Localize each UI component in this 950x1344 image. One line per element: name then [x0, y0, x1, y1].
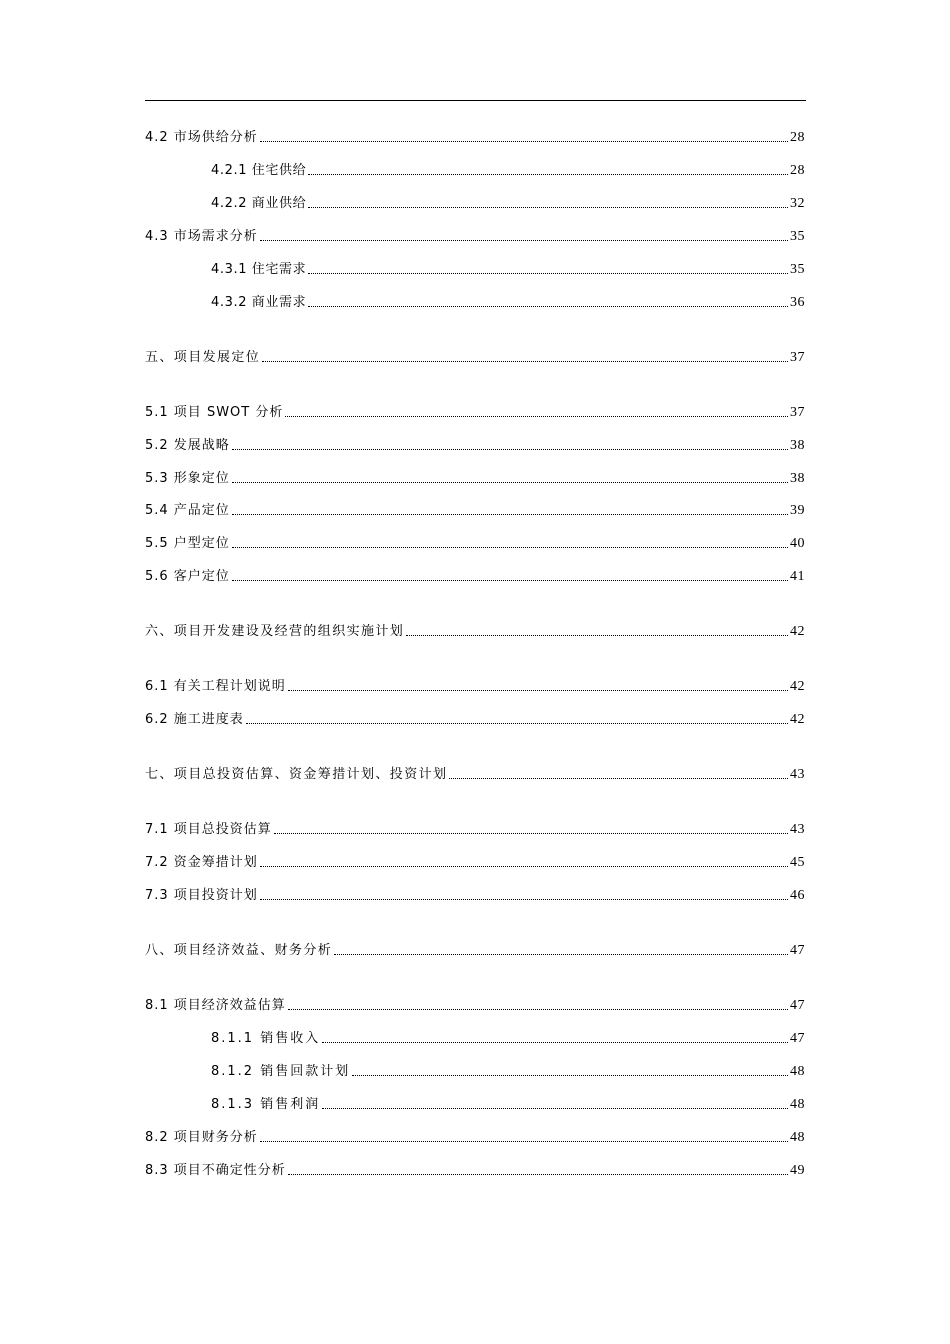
toc-entry-title: 8.3 项目不确定性分析	[145, 1163, 286, 1178]
toc-entry-title: 七、项目总投资估算、资金筹措计划、投资计划	[145, 767, 448, 782]
toc-entry-title: 8.1.2 销售回款计划	[211, 1064, 351, 1079]
toc-dot-leader	[246, 723, 788, 724]
toc-dot-leader	[260, 141, 788, 142]
toc-page-number: 49	[790, 1163, 805, 1178]
toc-entry-title: 4.3 市场需求分析	[145, 229, 258, 244]
toc-dot-leader	[260, 1141, 788, 1142]
toc-entry-title: 7.2 资金筹措计划	[145, 855, 258, 870]
toc-entry-title: 4.2 市场供给分析	[145, 130, 258, 145]
toc-page-number: 38	[790, 471, 805, 486]
toc-entry-8-1-1[interactable]	[211, 1027, 805, 1047]
toc-page-number: 32	[790, 196, 805, 211]
toc-dot-leader	[260, 240, 788, 241]
toc-dot-leader	[260, 899, 788, 900]
toc-dot-leader	[232, 547, 788, 548]
toc-entry-title: 五、项目发展定位	[145, 350, 261, 365]
toc-entry-chapter-7[interactable]	[145, 763, 805, 783]
toc-entry-8-1[interactable]	[145, 994, 805, 1014]
toc-dot-leader	[308, 306, 788, 307]
toc-entry-5-5[interactable]	[145, 532, 805, 552]
toc-page-number: 45	[790, 855, 805, 870]
toc-entry-4-3-1[interactable]	[211, 258, 805, 278]
toc-entry-chapter-6[interactable]	[145, 620, 805, 640]
toc-page-number: 48	[790, 1130, 805, 1145]
toc-dot-leader	[322, 1108, 788, 1109]
toc-dot-leader	[334, 954, 788, 955]
toc-entry-5-4[interactable]	[145, 499, 805, 519]
toc-entry-title: 6.2 施工进度表	[145, 712, 244, 727]
toc-dot-leader	[288, 1174, 788, 1175]
toc-entry-title: 8.1.3 销售利润	[211, 1097, 321, 1112]
toc-entry-title: 8.1.1 销售收入	[211, 1031, 321, 1046]
toc-dot-leader	[262, 361, 788, 362]
toc-entry-6-1[interactable]	[145, 675, 805, 695]
toc-page-number: 35	[790, 262, 805, 277]
toc-entry-8-3[interactable]	[145, 1159, 805, 1179]
toc-page-number: 39	[790, 503, 805, 518]
toc-page-number: 35	[790, 229, 805, 244]
toc-entry-title: 5.2 发展战略	[145, 438, 230, 453]
toc-page-number: 36	[790, 295, 805, 310]
toc-entry-title: 8.2 项目财务分析	[145, 1130, 258, 1145]
toc-page-number: 48	[790, 1097, 805, 1112]
toc-page-number: 47	[790, 943, 805, 958]
toc-page-number: 42	[790, 679, 805, 694]
toc-entry-7-2[interactable]	[145, 851, 805, 871]
toc-dot-leader	[274, 833, 788, 834]
toc-entry-7-1[interactable]	[145, 818, 805, 838]
toc-dot-leader	[308, 207, 788, 208]
toc-entry-title: 4.3.1 住宅需求	[211, 262, 307, 277]
toc-dot-leader	[232, 514, 788, 515]
toc-entry-title: 5.6 客户定位	[145, 569, 230, 584]
toc-entry-title: 4.2.1 住宅供给	[211, 163, 307, 178]
toc-page-number: 43	[790, 822, 805, 837]
toc-entry-title: 5.4 产品定位	[145, 503, 230, 518]
toc-dot-leader	[232, 580, 788, 581]
toc-page-number: 46	[790, 888, 805, 903]
toc-dot-leader	[449, 778, 788, 779]
toc-entry-title: 4.3.2 商业需求	[211, 295, 307, 310]
toc-entry-8-1-3[interactable]	[211, 1093, 805, 1113]
toc-page-number: 48	[790, 1064, 805, 1079]
toc-entry-6-2[interactable]	[145, 708, 805, 728]
toc-entry-title: 4.2.2 商业供给	[211, 196, 307, 211]
toc-entry-title: 6.1 有关工程计划说明	[145, 679, 286, 694]
toc-entry-chapter-5[interactable]	[145, 346, 805, 366]
toc-entry-4-2-1[interactable]	[211, 159, 805, 179]
toc-entry-title: 8.1 项目经济效益估算	[145, 998, 286, 1013]
toc-entry-8-2[interactable]	[145, 1126, 805, 1146]
toc-entry-title: 八、项目经济效益、财务分析	[145, 943, 333, 958]
toc-page-number: 37	[790, 405, 805, 420]
toc-entry-chapter-8[interactable]	[145, 939, 805, 959]
toc-entry-4-2-2[interactable]	[211, 192, 805, 212]
toc-page-number: 42	[790, 712, 805, 727]
toc-page-number: 38	[790, 438, 805, 453]
toc-entry-title: 5.5 户型定位	[145, 536, 230, 551]
toc-page-number: 28	[790, 163, 805, 178]
toc-dot-leader	[406, 635, 788, 636]
toc-entry-8-1-2[interactable]	[211, 1060, 805, 1080]
toc-page-number: 37	[790, 350, 805, 365]
toc-entry-5-2[interactable]	[145, 434, 805, 454]
toc-page-number: 28	[790, 130, 805, 145]
toc-entry-5-3[interactable]	[145, 467, 805, 487]
toc-entry-title: 5.3 形象定位	[145, 471, 230, 486]
toc-page-number: 47	[790, 1031, 805, 1046]
toc-dot-leader	[322, 1042, 788, 1043]
toc-dot-leader	[232, 449, 788, 450]
toc-entry-4-3[interactable]	[145, 225, 805, 245]
toc-entry-4-3-2[interactable]	[211, 291, 805, 311]
toc-dot-leader	[232, 482, 788, 483]
toc-entry-title: 7.3 项目投资计划	[145, 888, 258, 903]
toc-entry-title: 7.1 项目总投资估算	[145, 822, 272, 837]
toc-page-number: 40	[790, 536, 805, 551]
toc-page-number: 41	[790, 569, 805, 584]
toc-page-number: 42	[790, 624, 805, 639]
toc-page-number: 47	[790, 998, 805, 1013]
toc-entry-7-3[interactable]	[145, 884, 805, 904]
toc-entry-5-6[interactable]	[145, 565, 805, 585]
toc-dot-leader	[288, 1009, 788, 1010]
toc-page-number: 43	[790, 767, 805, 782]
toc-dot-leader	[285, 416, 788, 417]
toc-dot-leader	[308, 273, 788, 274]
toc-dot-leader	[288, 690, 788, 691]
toc-entry-title: 5.1 项目 SWOT 分析	[145, 405, 284, 420]
toc-entry-4-2[interactable]	[145, 126, 805, 146]
toc-dot-leader	[352, 1075, 788, 1076]
toc-dot-leader	[260, 866, 788, 867]
toc-entry-title: 六、项目开发建设及经营的组织实施计划	[145, 624, 405, 639]
toc-entry-5-1[interactable]	[145, 401, 805, 421]
toc-dot-leader	[308, 174, 788, 175]
